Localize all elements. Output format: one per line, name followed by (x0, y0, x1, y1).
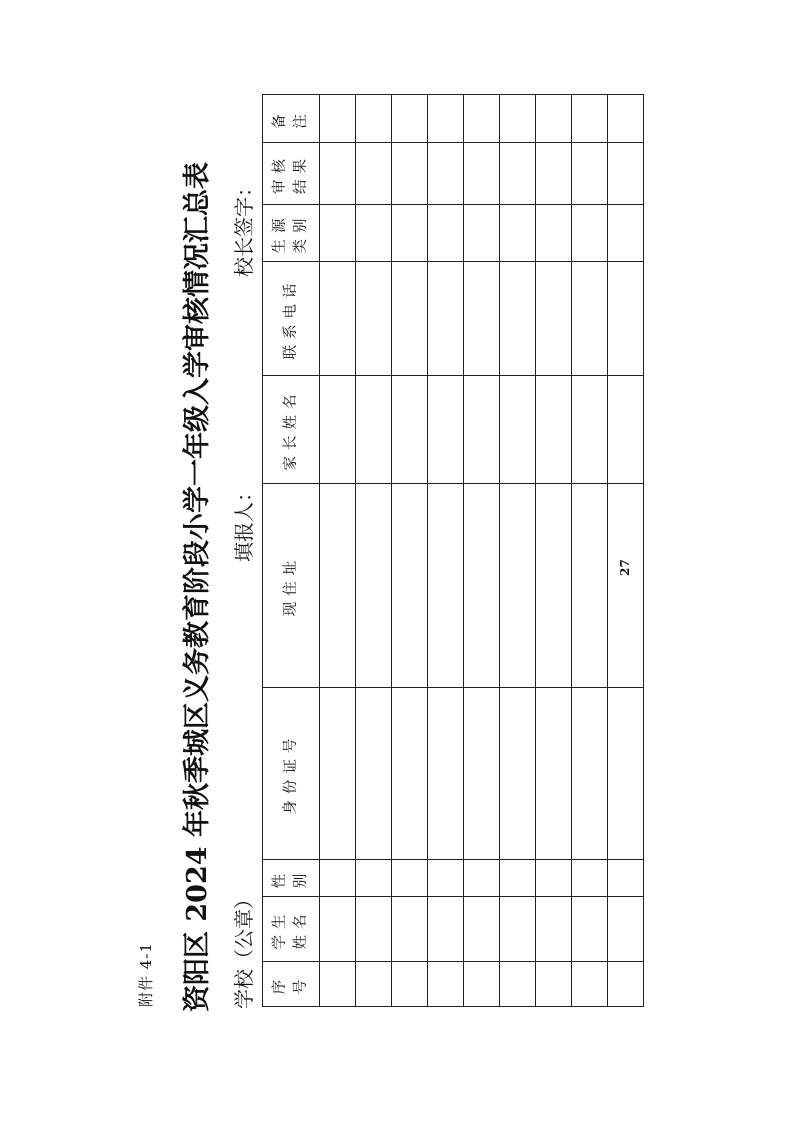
table-cell (464, 897, 500, 962)
table-cell (356, 860, 392, 897)
table-cell (608, 143, 644, 205)
table-cell (320, 262, 356, 376)
table-cell (320, 484, 356, 688)
table-cell (572, 688, 608, 860)
table-cell (320, 95, 356, 143)
table-cell (428, 376, 464, 484)
table-row (428, 95, 464, 1007)
table-cell (500, 897, 536, 962)
table-cell (536, 484, 572, 688)
table-row (536, 95, 572, 1007)
table-cell (500, 95, 536, 143)
table-cell (356, 95, 392, 143)
table-cell (500, 143, 536, 205)
table-cell (536, 688, 572, 860)
table-cell (392, 376, 428, 484)
table-cell (500, 688, 536, 860)
table-cell (536, 262, 572, 376)
header-gender: 性 别 (272, 867, 309, 889)
table-cell (536, 962, 572, 1007)
table-cell (464, 262, 500, 376)
table-cell (536, 143, 572, 205)
table-cell (536, 205, 572, 262)
table-cell (536, 860, 572, 897)
table-cell (500, 205, 536, 262)
table-cell (608, 95, 644, 143)
table-cell (500, 962, 536, 1007)
table-cell (572, 897, 608, 962)
table-cell (536, 897, 572, 962)
table-cell (356, 262, 392, 376)
table-cell (320, 860, 356, 897)
table-cell (428, 262, 464, 376)
table-cell (608, 688, 644, 860)
table-row (608, 95, 644, 1007)
school-seal-label: 学校（公章） (232, 889, 256, 1009)
table-row (392, 95, 428, 1007)
table-cell (572, 262, 608, 376)
table-cell (320, 376, 356, 484)
table-cell (608, 962, 644, 1007)
table-cell (608, 860, 644, 897)
table-cell (464, 962, 500, 1007)
table-cell (320, 688, 356, 860)
table-cell (428, 860, 464, 897)
table-cell (608, 262, 644, 376)
table-cell (464, 376, 500, 484)
table-cell (356, 962, 392, 1007)
table-cell (356, 688, 392, 860)
table-cell (500, 376, 536, 484)
table-row (320, 95, 356, 1007)
table-cell (572, 860, 608, 897)
table-cell (428, 205, 464, 262)
table-cell (428, 143, 464, 205)
page-number: 27 (618, 559, 632, 576)
header-review-result: 审核 结果 (272, 153, 309, 194)
table-cell (392, 860, 428, 897)
table-cell (392, 205, 428, 262)
table-cell (392, 484, 428, 688)
table-cell (428, 897, 464, 962)
header-serial: 序 号 (272, 973, 309, 995)
page-title: 资阳区 2024 年秋季城区义务教育阶段小学一年级入学审核情况汇总表 (182, 162, 213, 1012)
table-row (500, 95, 536, 1007)
table-cell (536, 95, 572, 143)
table-cell (392, 688, 428, 860)
summary-table (262, 94, 644, 1007)
table-row (572, 95, 608, 1007)
table-cell (320, 897, 356, 962)
table-cell (572, 143, 608, 205)
table-cell (392, 962, 428, 1007)
filler-label: 填报人： (232, 482, 256, 562)
header-address: 现住址 (282, 554, 299, 617)
header-source-category: 生源 类别 (272, 212, 309, 254)
table-cell (392, 897, 428, 962)
table-cell (536, 376, 572, 484)
table-cell (572, 205, 608, 262)
attachment-label: 附件 4-1 (137, 942, 155, 1007)
table-row (356, 95, 392, 1007)
table-cell (428, 688, 464, 860)
table-row (464, 95, 500, 1007)
table-cell (464, 860, 500, 897)
header-student-name: 学生 姓名 (272, 908, 309, 950)
table-cell (356, 484, 392, 688)
table-cell (320, 205, 356, 262)
table-cell (392, 143, 428, 205)
table-cell (428, 484, 464, 688)
table-cell (500, 860, 536, 897)
header-remarks: 备 注 (272, 108, 309, 129)
table-cell (608, 376, 644, 484)
table-cell (320, 962, 356, 1007)
table-cell (500, 484, 536, 688)
table-cell (428, 962, 464, 1007)
table-cell (572, 962, 608, 1007)
table-cell (464, 484, 500, 688)
table-header-row (263, 95, 320, 1007)
table-cell (572, 484, 608, 688)
header-phone: 联系电话 (282, 277, 299, 360)
table-cell (356, 205, 392, 262)
table-cell (392, 262, 428, 376)
table-cell (392, 95, 428, 143)
table-cell (608, 897, 644, 962)
principal-signature-label: 校长签字： (232, 177, 256, 277)
table-cell (428, 95, 464, 143)
table-cell (608, 484, 644, 688)
table-cell (320, 143, 356, 205)
table-cell (500, 262, 536, 376)
table-cell (356, 143, 392, 205)
table-cell (608, 205, 644, 262)
table-cell (464, 95, 500, 143)
table-cell (356, 897, 392, 962)
table-cell (572, 95, 608, 143)
header-id-number: 身份证号 (282, 732, 299, 815)
table-cell (356, 376, 392, 484)
table-cell (464, 205, 500, 262)
table-cell (464, 143, 500, 205)
table-cell (464, 688, 500, 860)
header-parent-name: 家长姓名 (282, 388, 299, 471)
table-cell (572, 376, 608, 484)
